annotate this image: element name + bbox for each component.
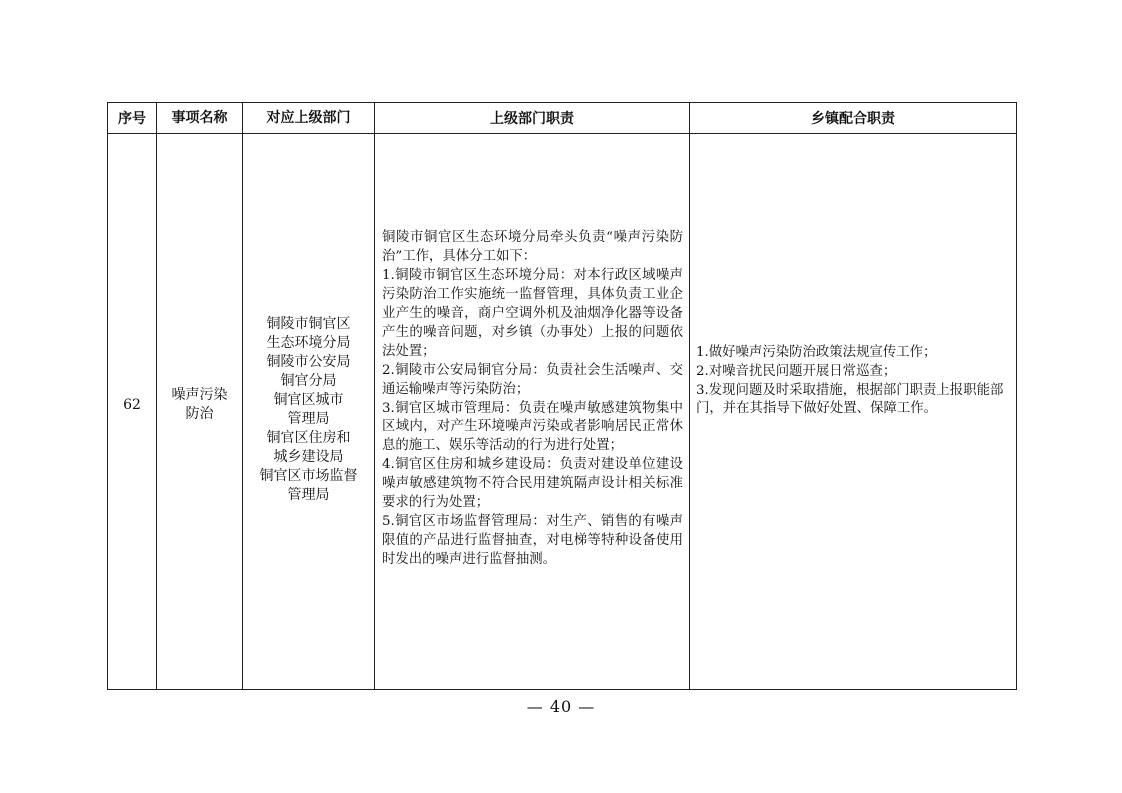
table-header-row [108,103,1017,134]
header-upper-department: 对应上级部门 [243,103,375,134]
upper-department-value: 铜陵市铜官区 生态环境分局 铜陵市公安局 铜官分局 铜官区城市 管理局 铜官区住房和 城乡建设局 铜官区市场监督 管理局 [259,315,358,503]
page-number: — 40 — [526,697,596,716]
header-seq: 序号 [108,103,157,134]
cell-item-name [157,134,243,690]
cell-seq [108,134,157,690]
header-upper-duties: 上级部门职责 [375,103,690,134]
township-duties-value: 1.做好噪声污染防治政策法规宣传工作； 2.对噪音扰民问题开展日常巡查； 3.发现问题及时采取措施，根据部门职责上报职能部门，并在其指导下做好处置、保障工作。 [696,344,1004,417]
cell-upper-department [243,134,375,690]
table-row [108,134,1017,690]
header-item-name: 事项名称 [157,103,243,134]
seq-value: 62 [123,396,141,413]
responsibility-table [107,102,1017,690]
header-township-duties: 乡镇配合职责 [690,103,1017,134]
cell-township-duties [690,134,1017,690]
item-name-value: 噪声污染 防治 [171,386,228,422]
upper-duties-value: 铜陵市铜官区生态环境分局牵头负责“噪声污染防治”工作，具体分工如下： 1.铜陵市铜官区生态环境分局：对本行政区域噪声污染防治工作实施统一监督管理，具体负责工业企业产生的噪音，商户空调外机及油烟净化器等设备产生的噪音问题，对乡镇（办事处）上报的问题依法处置； 2.铜陵市公安局铜官分局：负责社会生活噪声、交通运输噪声等污染防治； 3.铜官区城市管理局：负责在噪声敏感建筑物集中区域内，对产生环境噪声污染或者影响居民正常休息的施工、娱乐等活动的行为进行处置； 4.铜官区住房和城乡建设局：负责对建设单位建设噪声敏感建筑物不符合民用建筑隔声设计相关标准要求的行为处置； 5.铜官区市场监督管理局：对生产、销售的有噪声限值的产品进行监督抽查，对电梯等特种设备使用时发出的噪声进行监督抽测。 [382,230,683,567]
cell-upper-duties [375,134,690,690]
